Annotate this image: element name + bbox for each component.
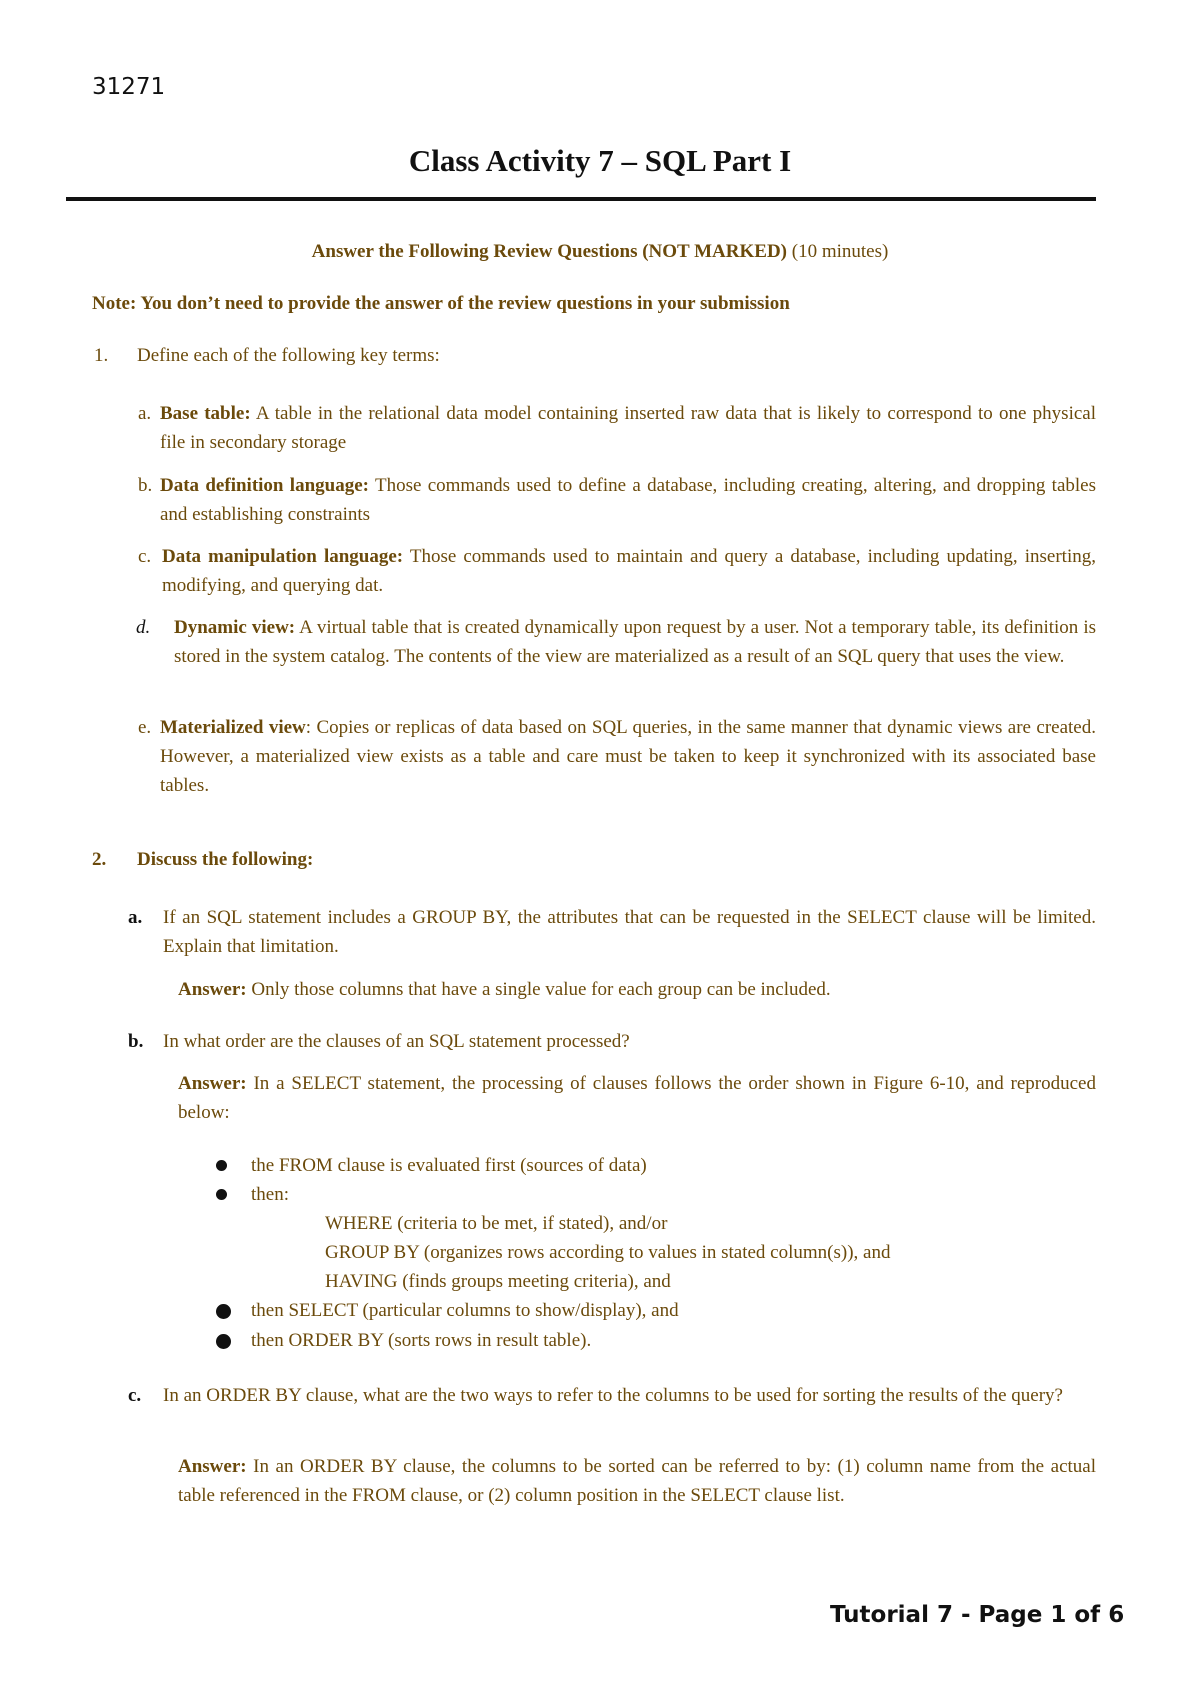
bullet-point <box>216 1304 231 1319</box>
q1a-definition: A table in the relational data model containing inserted raw data that is likely to correspond to one physical file in secondary storage <box>160 403 1097 453</box>
q2a-answer-block <box>178 975 1096 1004</box>
q2b-letter: b. <box>128 1031 144 1052</box>
q1d-definition: A virtual table that is created dynamically upon request by a user. Not a temporary table, its definition is stored in the system catalog. The contents of the view are materialized as a result of an SQL query that uses the view. <box>174 617 1097 667</box>
q1b-item <box>160 471 1096 529</box>
subheading-time: (10 minutes) <box>791 241 889 262</box>
q1c-item <box>162 542 1096 600</box>
q2c-answer-block <box>178 1452 1096 1510</box>
q2c-letter: c. <box>128 1385 142 1406</box>
q2b-answer-block <box>178 1069 1096 1127</box>
bullet-point <box>216 1334 231 1349</box>
q1d-item <box>174 613 1096 671</box>
q1e-letter: e. <box>138 717 152 738</box>
q1b-definition: Those commands used to define a database, including creating, altering, and dropping tables and establishing constraints <box>160 475 1096 525</box>
course-code: 31271 <box>92 74 166 100</box>
q1e-item <box>160 713 1096 800</box>
subheading <box>0 241 1200 263</box>
bullet-point <box>216 1189 227 1200</box>
then-item-group-by: GROUP BY (organizes rows according to values in stated column(s)), and <box>325 1242 891 1263</box>
bullet-then: then: <box>251 1184 289 1205</box>
q2b-answer-label: Answer: <box>178 1073 247 1094</box>
q2a-letter: a. <box>128 907 143 928</box>
q2c-answer: In an ORDER BY clause, the columns to be sorted can be referred to by: (1) column name from the actual table referenced in the FROM clause, or (2) column position in the SELECT clause list. <box>178 1456 1096 1506</box>
q1b-term: Data definition language: <box>160 475 369 496</box>
q2-number: 2. <box>92 849 107 870</box>
page-footer: Tutorial 7 - Page 1 of 6 <box>830 1602 1125 1628</box>
q1-text: Define each of the following key terms: <box>137 345 440 366</box>
q2c-answer-label: Answer: <box>178 1456 247 1477</box>
bullet-select: then SELECT (particular columns to show/display), and <box>251 1300 679 1321</box>
q1c-letter: c. <box>138 546 152 567</box>
then-item-having: HAVING (finds groups meeting criteria), and <box>325 1271 671 1292</box>
q1a-letter: a. <box>138 403 152 424</box>
q1e-term: Materialized view <box>160 717 306 738</box>
q1c-term: Data manipulation language: <box>162 546 404 567</box>
q1b-letter: b. <box>138 475 153 496</box>
q1c-definition: Those commands used to maintain and query a database, including updating, inserting, modifying, and querying dat. <box>162 546 1096 596</box>
then-item-where: WHERE (criteria to be met, if stated), and/or <box>325 1213 668 1234</box>
q2a-question: If an SQL statement includes a GROUP BY, the attributes that can be requested in the SELECT clause will be limited. Explain that limitation. <box>163 907 1096 957</box>
q1e-definition: : Copies or replicas of data based on SQL queries, in the same manner that dynamic views are created. However, a materialized view exists as a table and care must be taken to keep it synchronized with its associated base tables. <box>160 717 1096 796</box>
submission-note: Note: You don’t need to provide the answer of the review questions in your submission <box>92 293 790 314</box>
q2b-question: In what order are the clauses of an SQL statement processed? <box>163 1031 630 1052</box>
q2c-question: In an ORDER BY clause, what are the two ways to refer to the columns to be used for sorting the results of the query? <box>163 1385 1063 1406</box>
q1a-item <box>160 399 1096 457</box>
q1d-letter: d. <box>136 617 151 638</box>
q1-number: 1. <box>94 345 109 366</box>
bullet-point <box>216 1160 227 1171</box>
bullet-order-by: then ORDER BY (sorts rows in result table). <box>251 1330 592 1351</box>
q2a-answer: Only those columns that have a single value for each group can be included. <box>251 979 831 1000</box>
title-divider <box>66 197 1096 201</box>
subheading-bold: Answer the Following Review Questions (NOT MARKED) <box>311 241 787 262</box>
page-title: Class Activity 7 – SQL Part I <box>408 143 792 178</box>
q2b-answer: In a SELECT statement, the processing of clauses follows the order shown in Figure 6-10, and reproduced below: <box>178 1073 1096 1123</box>
bullet-from: the FROM clause is evaluated first (sources of data) <box>251 1155 647 1176</box>
q1d-term: Dynamic view: <box>174 617 296 638</box>
q2a-answer-label: Answer: <box>178 979 247 1000</box>
q1a-term: Base table: <box>160 403 251 424</box>
q2-text: Discuss the following: <box>137 849 314 870</box>
